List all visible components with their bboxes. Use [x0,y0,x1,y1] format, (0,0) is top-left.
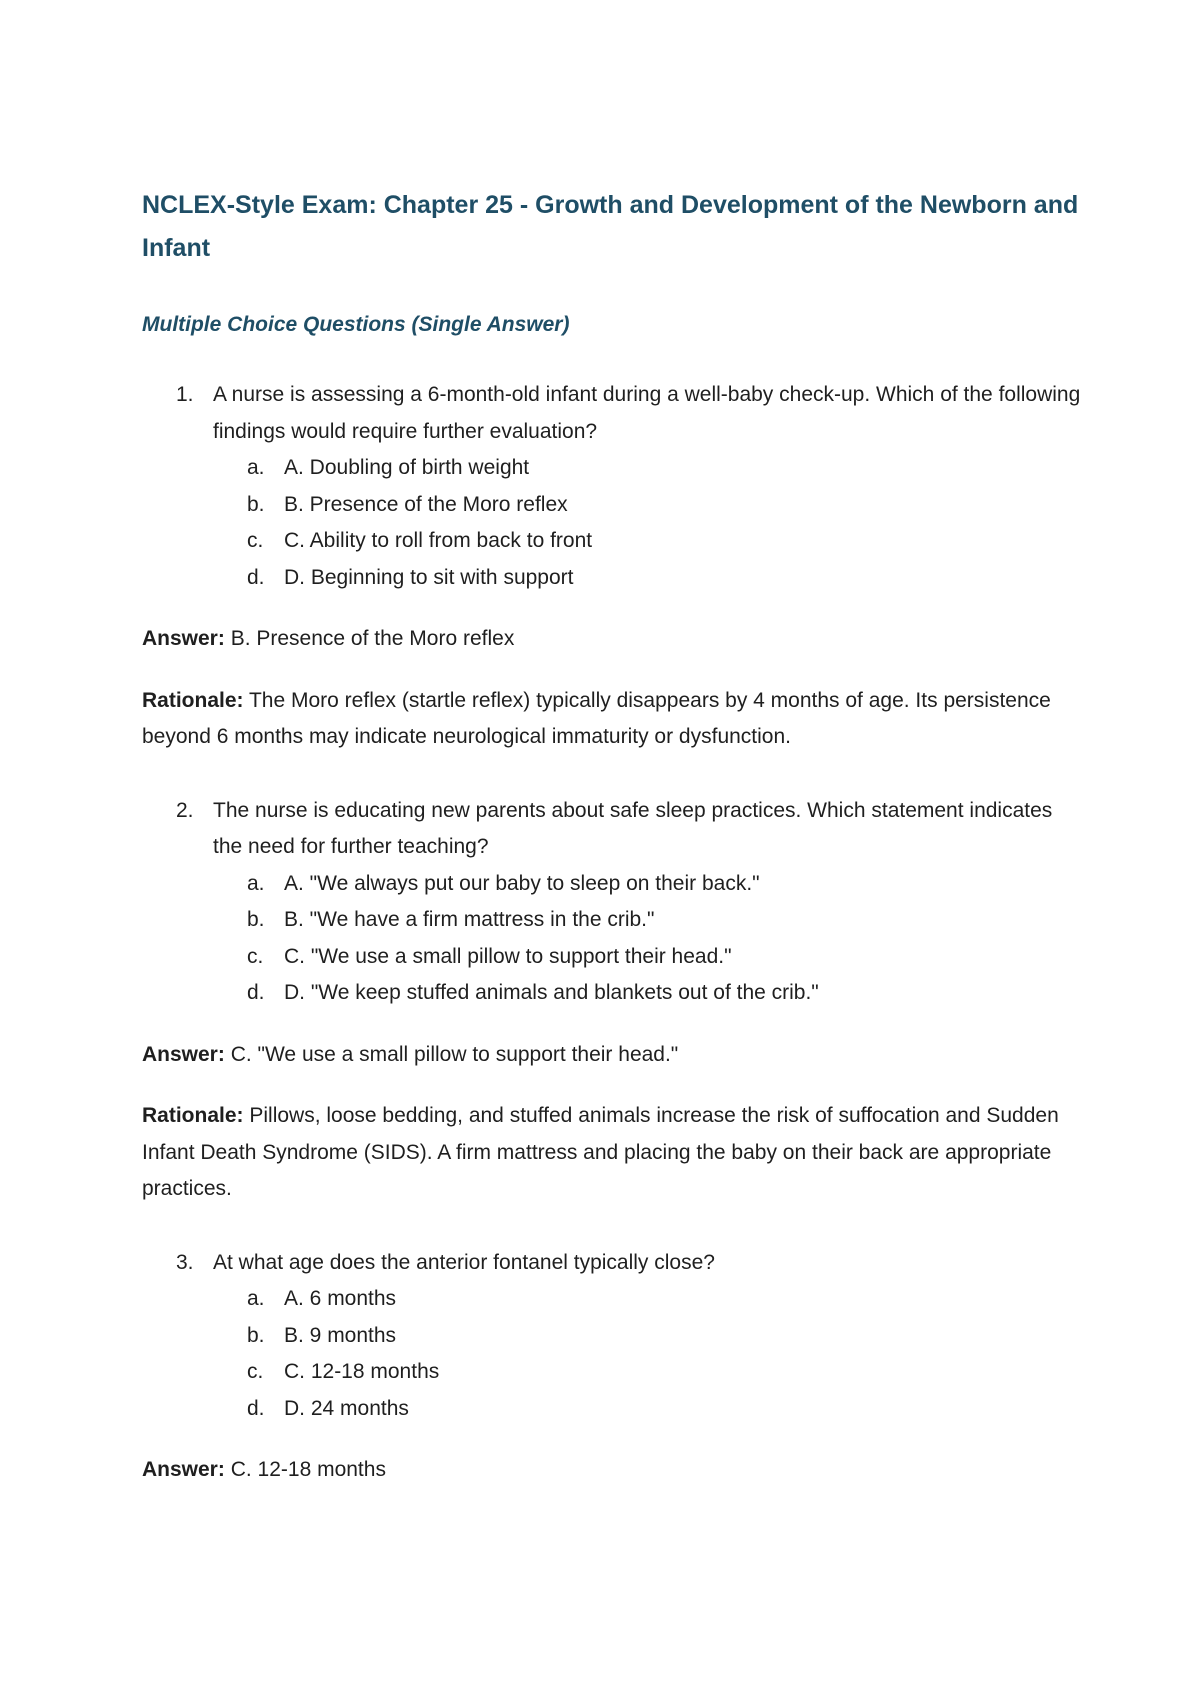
answer-label: Answer: [142,1458,225,1481]
option-text: C. "We use a small pillow to support their head." [284,944,732,968]
option-a [213,450,1082,487]
question-number: 2. [176,798,194,822]
section-heading: Multiple Choice Questions (Single Answer) [142,313,570,336]
option-letter: a. [247,456,265,479]
option-letter: d. [247,565,265,589]
question-text: At what age does the anterior fontanel typically close? [213,1250,715,1274]
rationale-label: Rationale: [142,688,244,712]
answer-text: C. "We use a small pillow to support their head." [230,1042,679,1066]
option-text: D. Beginning to sit with support [284,565,574,589]
document-title: NCLEX-Style Exam: Chapter 25 - Growth and Development of the Newborn and Infant [142,191,1079,262]
rationale-label: Rationale: [142,1104,244,1127]
option-d [213,1391,1082,1428]
option-b [213,902,1082,939]
option-list [213,1281,1082,1427]
rationale-text: The Moro reflex (startle reflex) typically disappears by 4 months of age. Its persistence beyond 6 months may indicate neurological immaturity or dysfunction. [142,688,1051,748]
rationale-1 [142,683,1082,756]
option-letter: c. [247,1360,264,1383]
option-b [213,1318,1082,1355]
option-letter: b. [247,1323,265,1347]
option-letter: a. [247,871,265,895]
question-number: 3. [176,1250,194,1274]
option-text: B. "We have a firm mattress in the crib." [284,908,655,931]
option-letter: d. [247,981,265,1004]
answer-text: B. Presence of the Moro reflex [230,627,515,650]
option-a [213,1281,1082,1318]
answer-2 [142,1037,1082,1074]
option-c [213,1354,1082,1391]
option-letter: b. [247,908,265,931]
option-text: B. 9 months [284,1323,397,1347]
option-text: A. "We always put our baby to sleep on their back." [284,871,760,895]
option-letter: b. [247,492,265,516]
option-letter: a. [247,1287,265,1310]
document-page [142,184,1082,1489]
question-3 [142,1245,1082,1428]
option-letter: d. [247,1396,265,1420]
question-text: A nurse is assessing a 6-month-old infant during a well-baby check-up. Which of the following findings would require further evaluation? [213,383,1081,443]
answer-text: C. 12-18 months [230,1458,386,1481]
option-c [213,939,1082,976]
rationale-2 [142,1098,1082,1208]
answer-1 [142,621,1082,658]
question-1 [142,377,1082,596]
question-text: The nurse is educating new parents about safe sleep practices. Which statement indicates the need for further teaching? [213,798,1053,858]
option-b [213,487,1082,524]
option-text: C. Ability to roll from back to front [284,529,593,552]
option-d [213,975,1082,1012]
rationale-text: Pillows, loose bedding, and stuffed animals increase the risk of suffocation and Sudden Infant Death Syndrome (SIDS). A firm mattress and placing the baby on their back are appropriate practices. [142,1104,1059,1200]
option-d [213,560,1082,597]
question-number: 1. [176,383,194,406]
question-2 [142,793,1082,1012]
option-list [213,866,1082,1012]
option-letter: c. [247,529,264,552]
answer-label: Answer: [142,627,225,650]
option-text: C. 12-18 months [284,1360,440,1383]
option-a [213,866,1082,903]
answer-label: Answer: [142,1042,225,1066]
option-text: D. "We keep stuffed animals and blankets out of the crib." [284,981,819,1004]
option-text: A. Doubling of birth weight [284,456,530,479]
answer-3 [142,1452,1082,1489]
option-list [213,450,1082,596]
option-letter: c. [247,944,264,968]
option-text: D. 24 months [284,1396,409,1420]
option-c [213,523,1082,560]
option-text: B. Presence of the Moro reflex [284,492,568,516]
option-text: A. 6 months [284,1287,397,1310]
